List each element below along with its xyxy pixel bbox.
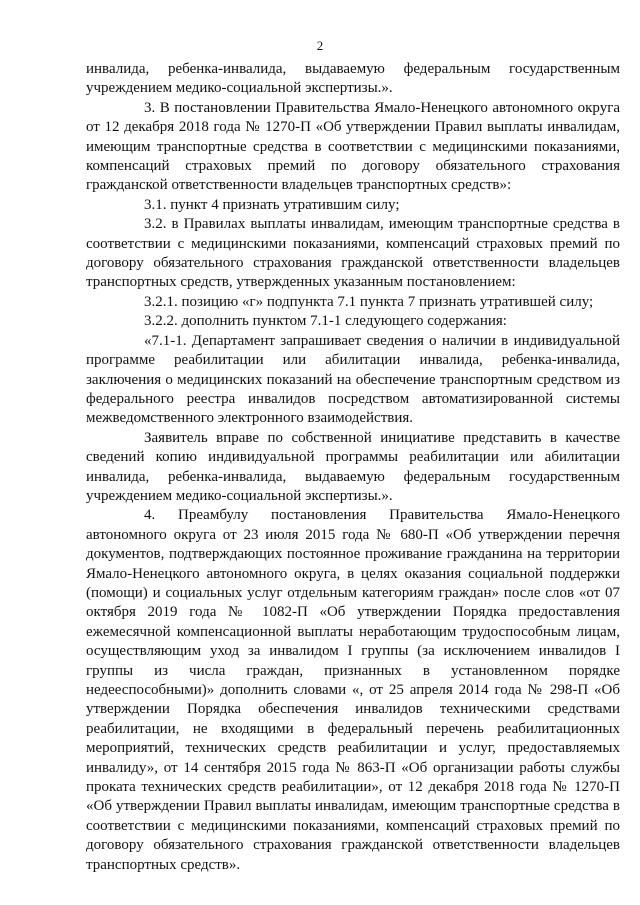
paragraph-continuation: инвалида, ребенка-инвалида, выдаваемую федеральным государственным учреждением медико-социальной экспертизы.». — [86, 61, 620, 97]
paragraph-applicant-right: Заявитель вправе по собственной инициативе представить в качестве сведений копию индивидуальной программы реабилитации или абилитации инвалида, ребенка-инвалида, выдаваемую федеральным государственным учреждением медико-социальной экспертизы.». — [86, 429, 620, 504]
paragraph-item-3-2: 3.2. в Правилах выплаты инвалидам, имеющим транспортные средства в соответствии с медицинскими показаниями, компенсаций страховых премий по договору обязательного страхования гражданской ответственности владельцев транспортных средств, утвержденных указанным постановлением: — [86, 216, 620, 291]
paragraph-item-3: 3. В постановлении Правительства Ямало-Ненецкого автономного округа от 12 декабря 2018 года № 1270-П «Об утверждении Правил выплаты инвалидам, имеющим транспортные средства в соответствии с медицинскими показаниями, компенсаций страховых премий по договору обязательного страхования гражданской ответственности владельцев транспортных средств»: — [86, 99, 620, 194]
paragraph-item-7-1-1: «7.1-1. Департамент запрашивает сведения о наличии в индивидуальной программе реабилитации или абилитации инвалида, ребенка-инвалида, заключения о медицинских показаний на обеспечение транспортным средством из федерального реестра инвалидов посредством автоматизированной системы межведомственного электронного взаимодействия. — [86, 332, 620, 427]
paragraph-item-3-1: 3.1. пункт 4 признать утратившим силу; — [144, 196, 400, 213]
page-number: 2 — [316, 38, 324, 53]
paragraph-item-3-2-1: 3.2.1. позицию «г» подпункта 7.1 пункта 7 признать утратившей силу; — [144, 293, 594, 310]
document-body — [86, 60, 620, 875]
paragraph-item-4: 4. Преамбулу постановления Правительства Ямало-Ненецкого автономного округа от 23 июля 2015 года № 680-П «Об утверждении перечня документов, подтверждающих постоянное проживание гражданина на территории Ямало-Ненецкого автономного округа, в целях оказания социальной поддержки (помощи) и социальных услуг отдельным категориям граждан» после слов «от 07 октября 2019 года № 1082-П «Об утверждении Порядка предоставления ежемесячной компенсационной выплаты неработающим трудоспособным лицам, осуществляющим уход за инвалидом I группы (за исключением инвалидов I группы из числа граждан, признанных в установленном порядке недееспособными)» дополнить словами «, от 25 апреля 2014 года № 298-П «Об утверждении Порядка обеспечения инвалидов техническими средствами реабилитации, не входящими в федеральный перечень реабилитационных мероприятий, технических средств реабилитации и услуг, предоставляемых инвалиду», от 14 сентября 2015 года № 863-П «Об организации работы службы проката технических средств реабилитации», от 12 декабря 2018 года № 1270-П «Об утверждении Правил выплаты инвалидам, имеющим транспортные средства в соответствии с медицинскими показаниями, компенсаций страховых премий по договору обязательного страхования гражданской ответственности владельцев транспортных средств». — [86, 507, 620, 873]
paragraph-item-3-2-2: 3.2.2. дополнить пунктом 7.1-1 следующего содержания: — [144, 313, 507, 330]
